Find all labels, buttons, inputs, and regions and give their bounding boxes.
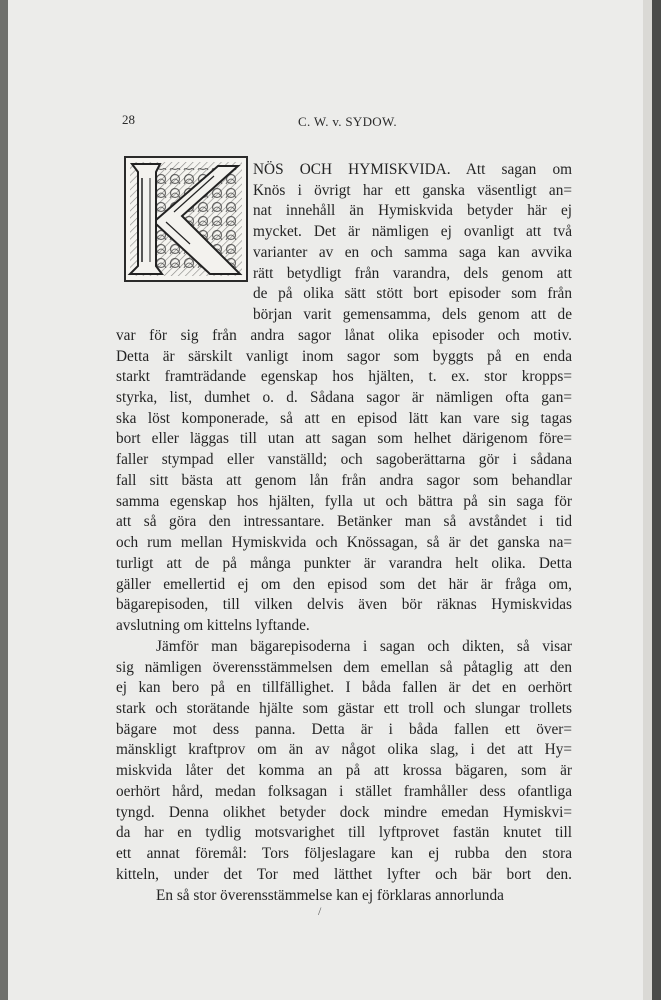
text-line: Jämför man bägarepisoderna i sagan och dikten, så visar	[156, 637, 572, 655]
text-line: styrka, list, dumhet o. d. Sådana sagor är nämligen ofta gan=	[116, 389, 572, 407]
text-line: och rum mellan Hymiskvida och Knössagan, så är det ganska na=	[116, 534, 572, 552]
text-line: ej kan bero på en tillfällighet. I båda fallen är det en oerhört	[116, 679, 572, 697]
binding-gutter	[643, 0, 652, 1000]
text-line: Knös i övrigt har ett ganska väsentligt an=	[253, 181, 572, 199]
text-line: avslutning om kittelns lyftande.	[116, 617, 310, 635]
text-line: bägarepisoden, till vilken delvis även bör räknas Hymiskvidas	[116, 596, 572, 614]
text-line: tyngd. Denna olikhet betyder dock mindre emedan Hymiskvi=	[116, 803, 572, 821]
text-line: stark och storätande hjälte som gästar ett troll och slungar trollets	[116, 699, 572, 717]
text-line: var för sig från andra sagor lånat olika episoder och motiv.	[116, 326, 572, 344]
text-line: sig nämligen överensstämmelsen dem emellan så påtaglig att den	[116, 658, 572, 676]
page-number: 28	[122, 112, 135, 127]
text-line: Detta är särskilt vanligt inom sagor som byggts på en enda	[116, 347, 572, 365]
text-line: kitteln, under det Tor med lätthet lyfter och bär bort den.	[116, 865, 572, 883]
text-line: bort eller läggas till utan att sagan som helhet därigenom före=	[116, 430, 572, 448]
text-line: starkt framträdande egenskap hos hjälten, t. ex. stor kropps=	[116, 368, 572, 386]
text-line: samma egenskap hos hjälten, fylla ut och bättra på sin saga för	[116, 492, 572, 510]
page-header	[122, 112, 602, 134]
text-line: rätt betydligt från varandra, dels genom att	[253, 264, 572, 282]
text-line: varianter av en och samma saga kan avvika	[253, 243, 572, 261]
text-line: ska löst komponerade, så att en episod lätt kan vare sig tagas	[116, 409, 572, 427]
text-line: NÖS OCH HYMISKVIDA. Att sagan om	[253, 161, 572, 178]
stray-mark: /	[318, 904, 322, 918]
text-line: da har en tydlig motsvarighet till lyftprovet fastän knutet till	[116, 824, 572, 842]
ornamental-letter-k-icon	[126, 158, 246, 280]
running-title: C. W. v. SYDOW.	[298, 114, 397, 129]
book-page	[8, 0, 643, 1000]
text-line: mänskligt kraftprov om än av något olika slag, i det att Hy=	[116, 741, 572, 759]
text-line: En så stor överensstämmelse kan ej förklaras annorlunda	[156, 886, 504, 904]
text-line: de på olika sätt stött bort episoder som från	[253, 285, 572, 303]
text-line: miskvida låter det komma an på att krossa bägaren, som är	[116, 762, 572, 780]
text-line: ett annat föremål: Tors följeslagare kan ej rubba den stora	[116, 845, 572, 863]
text-line: turligt att de på många punkter är varandra helt olika. Detta	[116, 554, 572, 572]
text-line: oerhört hård, medan folksagan i stället framhåller dess ofantliga	[116, 782, 572, 800]
ornamental-drop-cap-k	[124, 156, 248, 282]
text-line: början varit gemensamma, dels genom att de	[253, 306, 572, 324]
scan-edge	[652, 0, 661, 1000]
text-line: bägare mot dess panna. Detta är i båda fallen ett över=	[116, 720, 572, 738]
text-line: fall sitt bästa att genom lån från andra sagor som behandlar	[116, 471, 572, 489]
text-line: faller stympad eller vanställd; och sagoberättarna gör i sådana	[116, 451, 572, 469]
text-line: gäller emellertid ej om den episod som det här är fråga om,	[116, 575, 572, 593]
text-line: mycket. Det är nämligen ej ovanligt att två	[253, 223, 572, 241]
text-line: nat innehåll än Hymiskvida betyder här ej	[253, 202, 572, 220]
text-line: att så göra den intressantare. Betänker man så avståndet i tid	[116, 513, 572, 531]
